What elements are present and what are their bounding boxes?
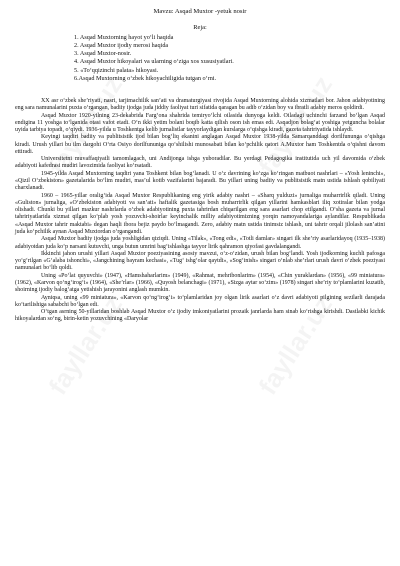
document-title: Mavzu: Asqad Muxtor -yetuk nosir xyxy=(153,8,247,15)
plan-item: 6.Asqad Muxtorning o‘zbek hikoyachiligida tutgan o‘rni. xyxy=(74,74,217,82)
plan-item: 3. Asqad Muxtor-nosir. xyxy=(74,50,132,58)
plan-list xyxy=(15,34,385,83)
plan-item: 4. Asqad Muxtor hikoyalari va ularning o‘ziga xos xususiyatlari. xyxy=(74,58,234,66)
plan-item: 2. Asqad Muxtor ijodiy merosi haqida xyxy=(74,42,169,50)
plan-item: 1. Asqad Muxtorning hayot yo‘li haqida xyxy=(74,34,174,41)
paragraph: Asqad Muxtor badiiy ijodga juda yoshligidan qiziqdi. Uning «Tilak», «Tong edi», «Totli damlar» singari ilk she’riy asarlaridayoq (1935–1938) adabiyotdan juda ko‘p narsani kutuvchi, unga butun umrini bag‘ishlashga tayyor lirik qahramon qiyofasi gavdalangandi. xyxy=(15,236,385,250)
paragraph: Uning «Po‘lat quyuvchi» (1947), «Hamshaharlarim» (1949), «Rahmat, mehribonlarim» (1954), «Chin yuraklardan» (1956), «99 miniatura» (1962), «Karvon qo‘ng‘irog‘i» (1964), «She’rlar» (1966), «Quyosh belanchagi» (1971), «Sizga aytar so‘zim» (1978) singari she’riy to‘plamlarini kuzatib, shoirning ijodiy balog‘atga yetishish jarayonini anglash mumkin. xyxy=(15,272,385,294)
paragraph: 1945-yilda Asqad Muxtorning taqdiri yana Toshkent bilan bog‘lanadi. U o‘z davrining ko‘zga ko‘ringan matbuot nashrlari – «Yosh leninchi», «Qizil O‘zbekiston» gazetalarida bo‘lim mudiri, mas’ul kotib vazifalarini bajaradi. Bu yillari uning badiiy va publitsistik matn ustida ishlash qobiliyati charxlanadi. xyxy=(15,170,385,192)
paragraph: 1960 – 1965-yillar oralig‘ida Asqad Muxtor Respublikaning eng yirik adabiy nashri – «Sharq yulduzi» jurnaliga muharrirlik qiladi. Uning «Guliston» jurnaliga, «O‘zbekiston adabiyoti va san’ati» haftalik gazetasiga bosh muharrirlik qilgan yillarini hamkasblari iliq xotiralar bilan yodga olishadi. Chunki bu yillari mazkur nashrlarda o‘zbek adabiyotining puxta tahrirdan chiqarilgan eng sara asarlari chop etilgandi. O‘sha gazeta va jurnal tahririyatlarida xizmat qilgan ko‘plab yosh yozuvchi-shoirlar keyinchalik milliy adabiyotimizning yorqin namoyandalariga aylandilar. Respublikada «Asqad Muxtor tahrir maktabi» degan haqli ibora bejiz paydo bo‘lmagandi. Zero, adabiy matn ustida tinimsiz ishlash, uni tahrir orqali jilolash san’atini juda ko‘pchilik aynan Asqad Muxtordan o‘rgangandi. xyxy=(15,192,385,235)
paragraph: Asqad Muxtor 1920-yilning 23-dekabrida Farg‘ona shahrida temiryo‘lchi oilasida dunyoga keldi. Oiladagi uchinchi farzand bo‘lgan Asqad endigina 11 yoshga to‘lganida otasi vafot etadi. O‘n ikki yetim bolani boqib katta qilish oson ish emas edi. Asqadjon bolag‘at yoshiga yetguncha bolalar uyida tarbiya topadi, o‘qiydi. 1936-yilda u Toshkentga kelib jurnalistlar tayyorlaydigan kurslarga o‘qishga kiradi, gazeta tahririyatida ishlaydi. xyxy=(15,112,385,134)
paragraph: Ikkinchi jahon urushi yillari Asqad Muxtor poeziyasining asosiy mavzui, o‘z-o‘zidan, urush bilan bog‘landi. Yosh ijodkorning kuchli pafosga yo‘g‘rilgan «G‘alaba ishonchi», «Jangchining bayram kechasi», «Tug‘ ishg‘olar qaytdi», «Sog‘inish» singari o‘nlab she’rlari urush davri o‘zbek poeziyasi namunalari bo‘lib qoldi. xyxy=(15,250,385,272)
paragraph: Universitetni muvaffaqiyatli tamomlagach, uni Andijonga ishga yuboradilar. Bu yerdagi Pedagogika institutida uch yil davomida o‘zbek adabiyoti kafedrasi mudiri lavozimida faoliyat ko‘rsatadi. xyxy=(15,156,385,170)
paragraph: O‘tgan asrning 50-yillaridan boshlab Asqad Muxtor o‘z ijodiy imkoniyatlarini prozaik janrlarda ham sinab ko‘rishga kirishdi. Dastlabki kichik hikoyalardan so‘ng, birin-ketin yozuvchining «Daryolar xyxy=(15,309,385,323)
paragraph: XX asr o‘zbek she’riyati, nasri, tarjimachilik san’ati va dramaturgiyasi rivojida Asqad Muxtorning alohida xizmatlari bor. Jahon adabiyotining eng sara namunalarini puxta o‘rgangan, badiiy ijodga juda jiddiy faoliyat turi sifatida qaragan bu adib o‘zidan boy va ibratli adabiy meros qoldirdi. xyxy=(15,97,385,112)
paragraph: Ayniqsa, uning «99 miniatura», «Karvon qo‘ng‘irog‘i» to‘plamlaridan joy olgan lirik asarlari o‘z davri adabiyoti pilgining sezilarli darajada ko‘tarilishiga sababchi bo‘lgan edi. xyxy=(15,294,385,308)
plan-heading: Reja: xyxy=(193,24,207,31)
paragraph: Keyingi taqdiri badiiy va publitsistik ijod bilan bog‘liq ekanini anglagan Asqad Muxtor 1938-yilda Samarqanddagi dorilfununga o‘qishga kiradi. Urush yillari bu ilm dargohi O‘rta Osiyo dorilfununiga qo‘shilishi munosabati bilan ko‘pchilik qatori A.Muxtor ham Toshkentda o‘qishni davom ettiradi. xyxy=(15,134,385,155)
plan-item: 5. «To‘qqizinchi palata» hikoyasi. xyxy=(74,66,159,74)
document-body xyxy=(15,98,385,324)
